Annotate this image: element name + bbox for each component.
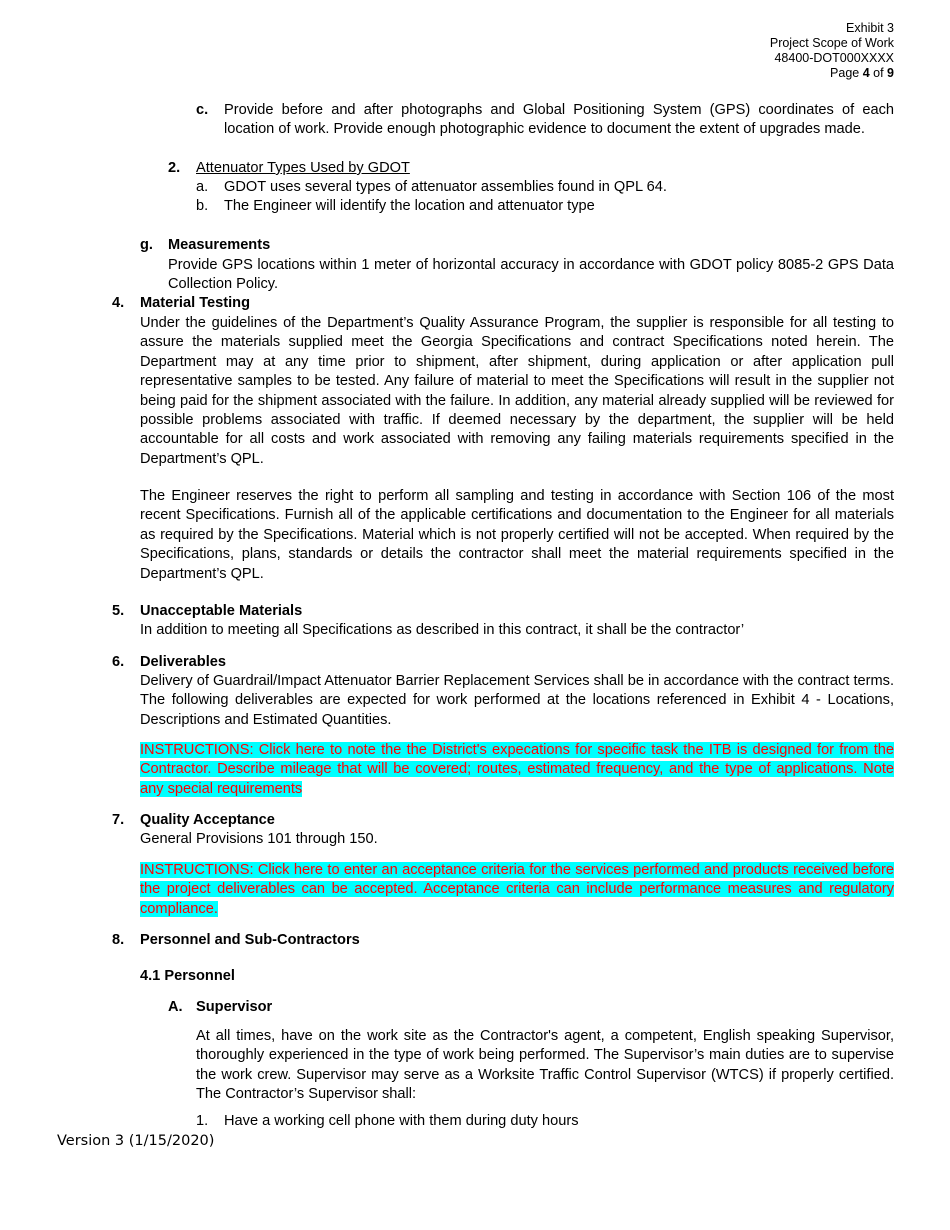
page-header — [770, 21, 894, 81]
deliverables-instructions[interactable] — [140, 741, 894, 799]
deliverables-text: Delivery of Guardrail/Impact Attenuator Barrier Replacement Services shall be in accordance with the contract terms. The following deliverables are expected for work performed at the locations referenced in Exhibit 4 - Locations, Descriptions and Estimated Quantities. — [140, 673, 894, 728]
material-testing-para1: Under the guidelines of the Department’s Quality Assurance Program, the supplier is responsible for all testing to assure the materials supplied meet the Georgia Specifications and contract Specifications noted herein. The Department may at any time prior to shipment, after shipment, during application or after application pull representative samples to be tested. Any failure of material to meet the Specifications will result in the supplier not being paid for the shipment associated with the failure. In addition, any material already supplied will be reviewed for possible problems associated with traffic. If deemed necessary by the department, the supplier will be held accountable for all costs and work associated with removing any failing materials requirements specified in the Department’s QPL. — [140, 315, 894, 467]
version-footer: Version 3 (1/15/2020) — [57, 1133, 215, 1149]
deliverables-title: Deliverables — [140, 654, 226, 670]
material-testing-title: Material Testing — [140, 295, 251, 311]
attenuator-item-b-marker: b. — [196, 198, 209, 214]
supervisor-marker: A. — [168, 999, 183, 1015]
exhibit-label: Exhibit 3 — [846, 21, 894, 35]
page-total: 9 — [887, 66, 894, 80]
supervisor-text: At all times, have on the work site as the Contractor's agent, a competent, English speaking Supervisor, thoroughly experienced in the type of work being performed. The Supervisor’s main duties are to supervise the work crew. Supervisor may serve as a Worksite Traffic Control Supervisor (WTCS) if properly certified. The Contractor’s Supervisor shall: — [196, 1028, 894, 1103]
page-number: Page 4 of 9 — [830, 66, 894, 80]
attenuator-title: Attenuator Types Used by GDOT — [196, 160, 410, 176]
personnel-subtitle: 4.1 Personnel — [140, 968, 235, 984]
supervisor-title: Supervisor — [196, 999, 273, 1015]
duty-text: Have a working cell phone with them during duty hours — [224, 1113, 579, 1129]
attenuator-item-a-marker: a. — [196, 179, 209, 195]
quality-title: Quality Acceptance — [140, 812, 275, 828]
page-current: 4 — [862, 66, 870, 80]
measurements-marker: g. — [140, 237, 153, 253]
material-testing-para2: The Engineer reserves the right to perform all sampling and testing in accordance with Section 106 of the most recent Specifications. Furnish all of the applicable certifications and documentation to the Engineer for all materials as required by the Specifications. Material which is not properly certified will not be accepted. When required by the Specifications, plans, standards or details the contractor shall meet the material requirements specified in the Department’s QPL. — [140, 488, 894, 582]
quality-instructions-text[interactable]: INSTRUCTIONS: Click here to enter an acceptance criteria for the services performed and products received before the project deliverables can be accepted. Acceptance criteria can include performance measures and regulatory compliance. — [140, 862, 894, 917]
attenuator-item-b-text: The Engineer will identify the location and attenuator type — [224, 198, 595, 214]
attenuator-marker: 2. — [168, 160, 181, 176]
header-title: Project Scope of Work — [769, 36, 894, 50]
unacceptable-text: In addition to meeting all Specifications as described in this contract, it shall be the contractor’ — [140, 622, 745, 638]
deliverables-instructions-text[interactable]: INSTRUCTIONS: Click here to note the the District's expecations for specific task the ITB is designed for from the Contractor. Describe mileage that will be covered; routes, estimated frequency, and the type of applications. Note any special requirements — [140, 742, 894, 797]
attenuator-item-a-text: GDOT uses several types of attenuator assemblies found in QPL 64. — [224, 179, 667, 195]
measurements-title: Measurements — [168, 237, 271, 253]
contract-number: 48400-DOT000XXXX — [774, 51, 894, 65]
unacceptable-marker: 5. — [112, 603, 125, 619]
item-c-text: Provide before and after photographs and Global Positioning System (GPS) coordinates of each location of work. Provide enough photographic evidence to document the extent of upgrades made. — [224, 102, 894, 138]
item-c-marker: c. — [196, 102, 209, 118]
quality-instructions[interactable] — [140, 861, 894, 919]
unacceptable-title: Unacceptable Materials — [140, 603, 303, 619]
personnel-marker: 8. — [112, 932, 125, 948]
quality-text: General Provisions 101 through 150. — [140, 831, 378, 847]
duty-marker: 1. — [196, 1113, 209, 1129]
personnel-title: Personnel and Sub-Contractors — [140, 932, 360, 948]
material-testing-marker: 4. — [112, 295, 125, 311]
deliverables-marker: 6. — [112, 654, 125, 670]
measurements-text: Provide GPS locations within 1 meter of horizontal accuracy in accordance with GDOT policy 8085-2 GPS Data Collection Policy. — [168, 257, 894, 293]
quality-marker: 7. — [112, 812, 125, 828]
